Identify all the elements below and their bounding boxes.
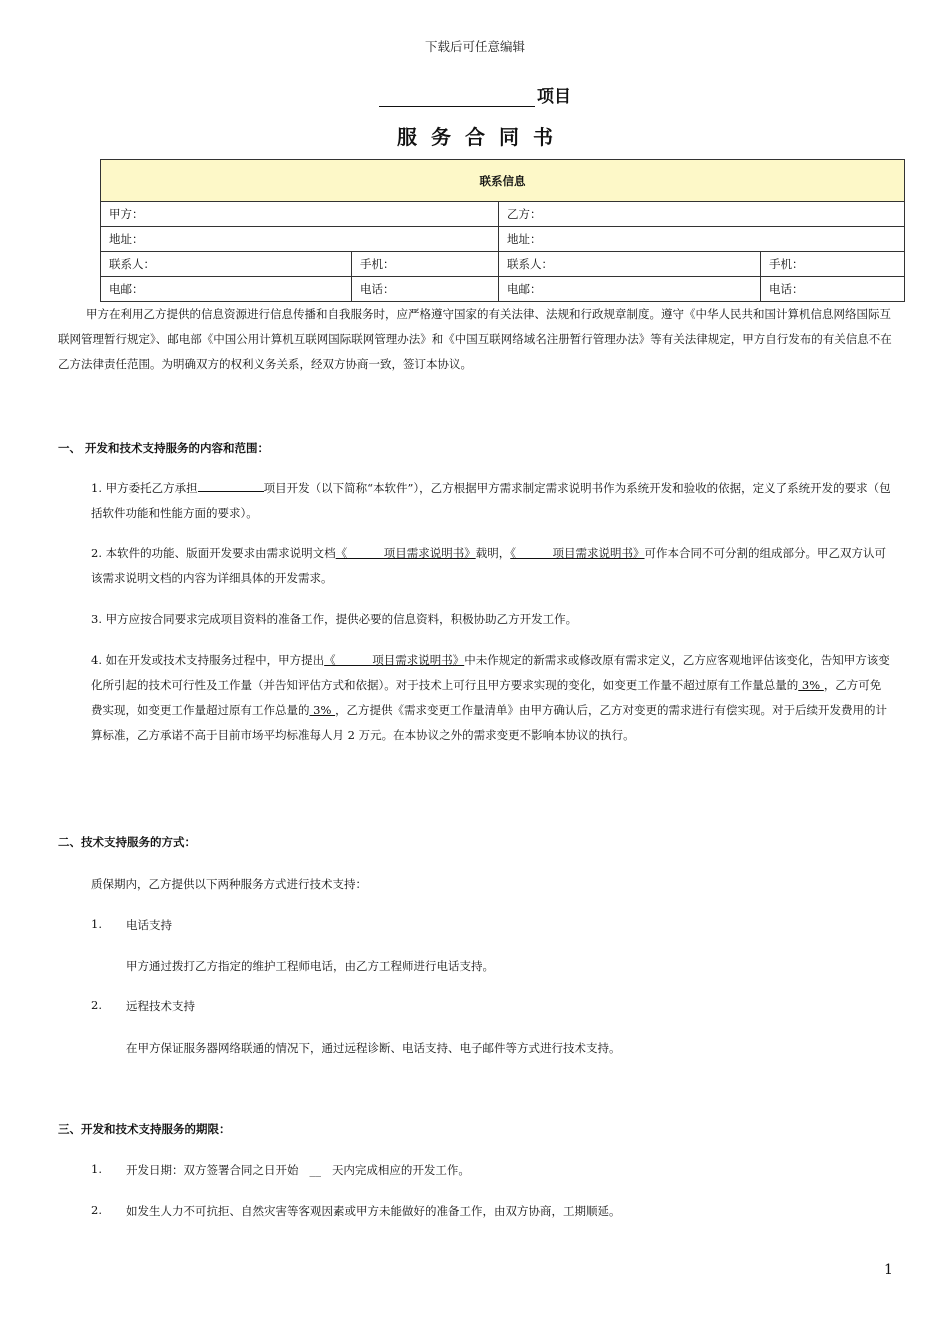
item-1-lead: 1. 甲方委托乙方承担 [91, 481, 198, 495]
contact-person-a-field: 联系人： [101, 252, 352, 277]
percent-threshold-1: 3% [798, 678, 824, 692]
mobile-a-field: 手机： [352, 252, 499, 277]
dev-period-lead: 开发日期：双方签署合同之日开始 [126, 1163, 299, 1177]
item-4-text-b: ，乙方可免费实现，如变更工作量超过原有工作总量的 [91, 678, 882, 717]
item-4-text-a: 中未作规定的新需求或修改原有需求定义，乙方应客观地评估该变化，告知甲方该变化所引起的技术可行性及工作量（并告知评估方式和依据）。对于技术上可行且甲方要求实现的变化，如变更工作量不超过原有工作量总量的 [91, 653, 890, 692]
email-a-field: 电邮： [101, 277, 352, 302]
address-b-field: 地址： [499, 227, 905, 252]
project-title-suffix: 项目 [537, 87, 571, 107]
section-1-item-1 [91, 476, 891, 526]
contact-info-table [100, 159, 905, 302]
section-1-heading: 一、 开发和技术支持服务的内容和范围： [58, 441, 270, 455]
section-1-item-2 [91, 541, 891, 591]
requirements-doc-link-2: 《 项目需求说明书》 [510, 546, 645, 560]
mobile-b-field: 手机： [761, 252, 905, 277]
document-title: 服务合同书 [397, 125, 567, 149]
phone-support-title: 电话支持 [126, 918, 172, 932]
section-2-num-1: 1. [91, 917, 102, 931]
phone-support-desc: 甲方通过拨打乙方指定的维护工程师电话，由乙方工程师进行电话支持。 [126, 959, 494, 973]
development-period [126, 1162, 470, 1178]
project-name-blank [379, 88, 535, 107]
days-blank: __ [309, 1163, 321, 1177]
item-2-lead: 2. 本软件的功能、版面开发要求由需求说明文档 [91, 546, 336, 560]
address-a-field: 地址： [101, 227, 499, 252]
requirements-doc-link-1: 《 项目需求说明书》 [335, 546, 476, 560]
phone-a-field: 电话： [352, 277, 499, 302]
section-2-heading: 二、技术支持服务的方式： [58, 835, 196, 849]
phone-b-field: 电话： [761, 277, 905, 302]
section-2-num-2: 2. [91, 998, 102, 1012]
intro-paragraph: 甲方在利用乙方提供的信息资源进行信息传播和自我服务时，应严格遵守国家的有关法律、法规和行政规章制度。遵守《中华人民共和国计算机信息网络国际互联网管理暂行规定》、邮电部《中国公用计算机互联网国际联网管理办法》和《中国互联网络域名注册暂行管理办法》等有关法律规定，甲方自行发布的有关信息不在乙方法律责任范围。为明确双方的权利义务关系，经双方协商一致，签订本协议。 [58, 307, 892, 371]
email-b-field: 电邮： [499, 277, 761, 302]
section-3-num-1: 1. [91, 1162, 102, 1176]
remote-support-desc: 在甲方保证服务器网络联通的情况下，通过远程诊断、电话支持、电子邮件等方式进行技术支持。 [126, 1041, 621, 1055]
project-blank [198, 477, 264, 492]
requirements-doc-link-3: 《 项目需求说明书》 [324, 653, 465, 667]
party-a-field: 甲方： [101, 202, 499, 227]
force-majeure-clause: 如发生人力不可抗拒、自然灾害等客观因素或甲方未能做好的准备工作，由双方协商，工期顺延。 [126, 1204, 621, 1218]
percent-threshold-2: 3% [309, 703, 336, 717]
item-1-text: 项目开发（以下简称“本软件”），乙方根据甲方需求制定需求说明书作为系统开发和验收的依据，定义了系统开发的要求（包括软件功能和性能方面的要求）。 [91, 481, 891, 520]
item-4-text-c: ，乙方提供《需求变更工作量清单》由甲方确认后，乙方对变更的需求进行有偿实现。对于后续开发费用的计算标准，乙方承诺不高于目前市场平均标准每人月 2 万元。在本协议之外的需求变更不影响本协议的执行。 [91, 703, 888, 742]
party-b-field: 乙方： [499, 202, 905, 227]
header-note: 下载后可任意编辑 [424, 39, 525, 54]
remote-support-title: 远程技术支持 [126, 999, 195, 1013]
item-4-lead: 4. 如在开发或技术支持服务过程中，甲方提出 [91, 653, 325, 667]
section-1-item-4 [91, 648, 891, 748]
section-1-item-3: 3. 甲方应按合同要求完成项目资料的准备工作，提供必要的信息资料，积极协助乙方开发工作。 [91, 612, 578, 626]
dev-period-text: 天内完成相应的开发工作。 [331, 1163, 470, 1177]
contact-person-b-field: 联系人： [499, 252, 761, 277]
section-3-heading: 三、开发和技术支持服务的期限： [58, 1122, 231, 1136]
project-title [0, 82, 950, 107]
section-3-num-2: 2. [91, 1203, 102, 1217]
page-number: 1 [884, 1262, 893, 1278]
section-2-lead: 质保期内，乙方提供以下两种服务方式进行技术支持： [91, 877, 367, 891]
item-2-text: 可作本合同不可分割的组成部分。甲乙双方认可该需求说明文档的内容为详细具体的开发需求。 [91, 546, 887, 585]
item-2-mid: 载明， [475, 546, 511, 560]
contact-info-heading: 联系信息 [101, 160, 905, 202]
